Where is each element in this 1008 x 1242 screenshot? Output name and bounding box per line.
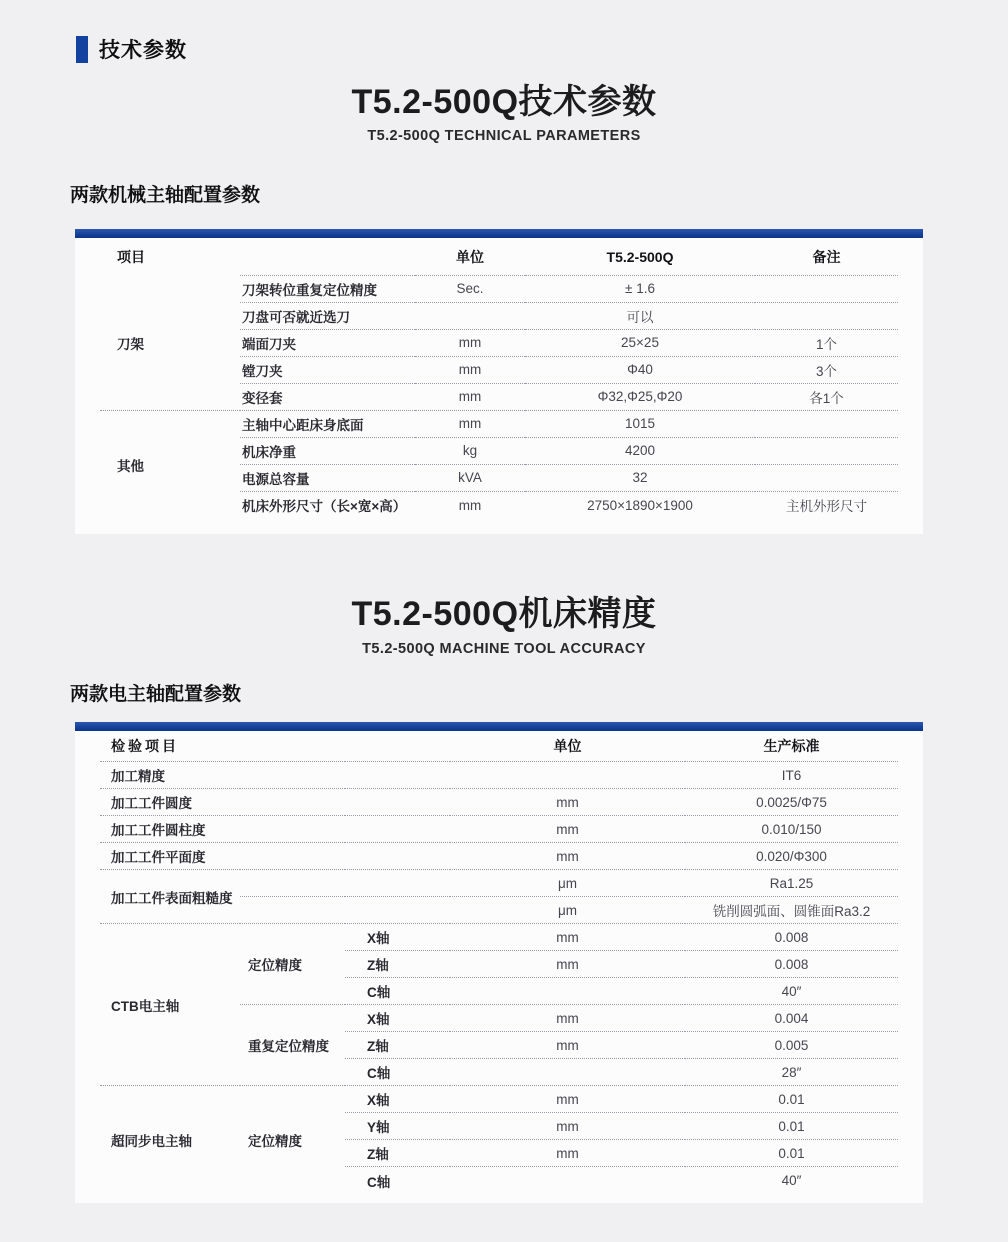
cell-item: 刀架转位重复定位精度: [240, 275, 415, 302]
header-standard: 生产标准: [763, 738, 820, 755]
table-row: [100, 789, 898, 816]
subgroup-label-repeat-positioning: 重复定位精度: [240, 1005, 345, 1086]
table-row: [100, 843, 898, 870]
cell-spacer: [240, 897, 450, 924]
section-badge-label: 技术参数: [99, 39, 187, 62]
cell-unit: [450, 1059, 685, 1086]
header-unit: 单位: [456, 248, 484, 265]
cell-label: 加工精度: [100, 762, 450, 789]
cell-value: 0.020/Φ300: [685, 843, 898, 870]
cell-item: 电源总容量: [240, 464, 415, 491]
table-row: [100, 1086, 898, 1113]
cell-unit: mm: [450, 789, 685, 816]
section1-title: T5.2-500Q技术参数: [351, 83, 657, 121]
card-top-accent-bar: [75, 722, 923, 731]
cell-value: 1015: [525, 410, 755, 437]
subgroup-label-positioning: 定位精度: [240, 924, 345, 1005]
table-row: [100, 870, 898, 897]
cell-unit: mm: [415, 383, 525, 410]
cell-unit: [450, 1167, 685, 1194]
cell-unit: mm: [450, 843, 685, 870]
cell-value: 0.004: [685, 1005, 898, 1032]
group-label-ctb-spindle: CTB电主轴: [100, 924, 240, 1086]
cell-value: 0.010/150: [685, 816, 898, 843]
cell-value: 0.008: [685, 924, 898, 951]
cell-remark: [755, 464, 898, 491]
table-header-row: [100, 731, 898, 762]
cell-unit: mm: [450, 924, 685, 951]
group-label-other: 其他: [100, 410, 240, 518]
cell-item: 镗刀夹: [240, 356, 415, 383]
cell-value: 25×25: [525, 329, 755, 356]
cell-value: 可以: [525, 302, 755, 329]
header-remark: 备注: [812, 248, 841, 265]
cell-unit: mm: [415, 410, 525, 437]
cell-unit: mm: [415, 329, 525, 356]
cell-value: 0.0025/Φ75: [685, 789, 898, 816]
accuracy-card: [75, 722, 923, 1203]
cell-item: 机床外形尺寸（长×宽×高）: [240, 491, 415, 518]
accuracy-card-body: [75, 731, 923, 1203]
cell-axis: Z轴: [345, 1032, 450, 1059]
group-label-toolpost: 刀架: [117, 336, 144, 352]
header-item: 项目: [117, 248, 145, 265]
cell-item: 端面刀夹: [240, 329, 415, 356]
cell-unit: mm: [415, 491, 525, 518]
cell-unit: mm: [450, 816, 685, 843]
cell-remark: 主机外形尺寸: [755, 491, 898, 518]
cell-label: 加工工件圆度: [100, 789, 450, 816]
cell-item: 刀盘可否就近选刀: [240, 302, 415, 329]
cell-unit: Sec.: [415, 275, 525, 302]
cell-item: 变径套: [240, 383, 415, 410]
cell-value: 铣削圆弧面、圆锥面Ra3.2: [685, 897, 898, 924]
table-row: [100, 816, 898, 843]
cell-value: 40″: [685, 978, 898, 1005]
cell-value: 4200: [525, 437, 755, 464]
header-spacer: [240, 238, 415, 275]
cell-axis: Y轴: [345, 1113, 450, 1140]
cell-axis: C轴: [345, 978, 450, 1005]
cell-unit: mm: [450, 1113, 685, 1140]
cell-value: Φ32,Φ25,Φ20: [525, 383, 755, 410]
mech-spindle-card-body: [75, 238, 923, 534]
cell-unit: mm: [450, 1140, 685, 1167]
cell-value: IT6: [685, 762, 898, 789]
cell-spacer: [240, 870, 450, 897]
cell-remark: [755, 275, 898, 302]
cell-value: 0.01: [685, 1086, 898, 1113]
cell-unit: kg: [415, 437, 525, 464]
cell-unit: mm: [450, 1005, 685, 1032]
table-row: [100, 410, 898, 437]
cell-unit: mm: [450, 951, 685, 978]
cell-axis: Z轴: [345, 951, 450, 978]
mech-spindle-table: [100, 238, 898, 518]
cell-axis: C轴: [345, 1167, 450, 1194]
cell-axis: Z轴: [345, 1140, 450, 1167]
cell-axis: X轴: [345, 1005, 450, 1032]
section1-caption: 两款机械主轴配置参数: [70, 185, 261, 207]
cell-value: 0.008: [685, 951, 898, 978]
cell-value: ± 1.6: [525, 275, 755, 302]
cell-value: 0.005: [685, 1032, 898, 1059]
cell-unit: kVA: [415, 464, 525, 491]
cell-unit: μm: [450, 897, 685, 924]
cell-remark: 各1个: [755, 383, 898, 410]
cell-item: 主轴中心距床身底面: [240, 410, 415, 437]
table-row: [100, 275, 898, 302]
cell-value: 28″: [685, 1059, 898, 1086]
cell-axis: X轴: [345, 1086, 450, 1113]
mech-spindle-card: [75, 229, 923, 534]
cell-value: 40″: [685, 1167, 898, 1194]
cell-unit: mm: [415, 356, 525, 383]
cell-unit: mm: [450, 1032, 685, 1059]
card-top-accent-bar: [75, 229, 923, 238]
cell-label: 加工工件圆柱度: [100, 816, 450, 843]
cell-unit: μm: [450, 870, 685, 897]
cell-remark: 3个: [755, 356, 898, 383]
cell-unit: [415, 302, 525, 329]
header-inspection-item: 检验项目: [111, 738, 179, 755]
section2-caption: 两款电主轴配置参数: [70, 683, 242, 705]
cell-value: 0.01: [685, 1140, 898, 1167]
cell-label: 加工工件平面度: [100, 843, 450, 870]
cell-unit: mm: [450, 1086, 685, 1113]
cell-value: Ra1.25: [685, 870, 898, 897]
cell-value: 32: [525, 464, 755, 491]
badge-accent-bar: [76, 36, 88, 63]
cell-axis: C轴: [345, 1059, 450, 1086]
cell-remark: [755, 437, 898, 464]
cell-unit: [450, 978, 685, 1005]
group-label-roughness: 加工工件表面粗糙度: [100, 870, 240, 924]
table-row: [100, 762, 898, 789]
subgroup-label-positioning: 定位精度: [240, 1086, 345, 1194]
cell-value: 0.01: [685, 1113, 898, 1140]
accuracy-table: [100, 731, 898, 1194]
table-row: [100, 924, 898, 951]
header-unit: 单位: [553, 738, 582, 755]
section2-subtitle: T5.2-500Q MACHINE TOOL ACCURACY: [362, 640, 646, 657]
cell-axis: X轴: [345, 924, 450, 951]
cell-remark: [755, 410, 898, 437]
group-label-super-sync-spindle: 超同步电主轴: [100, 1086, 240, 1194]
cell-remark: [755, 302, 898, 329]
header-model: T5.2-500Q: [606, 248, 674, 265]
section2-title: T5.2-500Q机床精度: [351, 595, 657, 634]
cell-value: Φ40: [525, 356, 755, 383]
cell-remark: 1个: [755, 329, 898, 356]
cell-unit: [450, 762, 685, 789]
section1-subtitle: T5.2-500Q TECHNICAL PARAMETERS: [367, 128, 641, 145]
cell-value: 2750×1890×1900: [525, 491, 755, 518]
section-badge: [76, 34, 1008, 64]
table-header-row: [100, 238, 898, 275]
cell-item: 机床净重: [240, 437, 415, 464]
